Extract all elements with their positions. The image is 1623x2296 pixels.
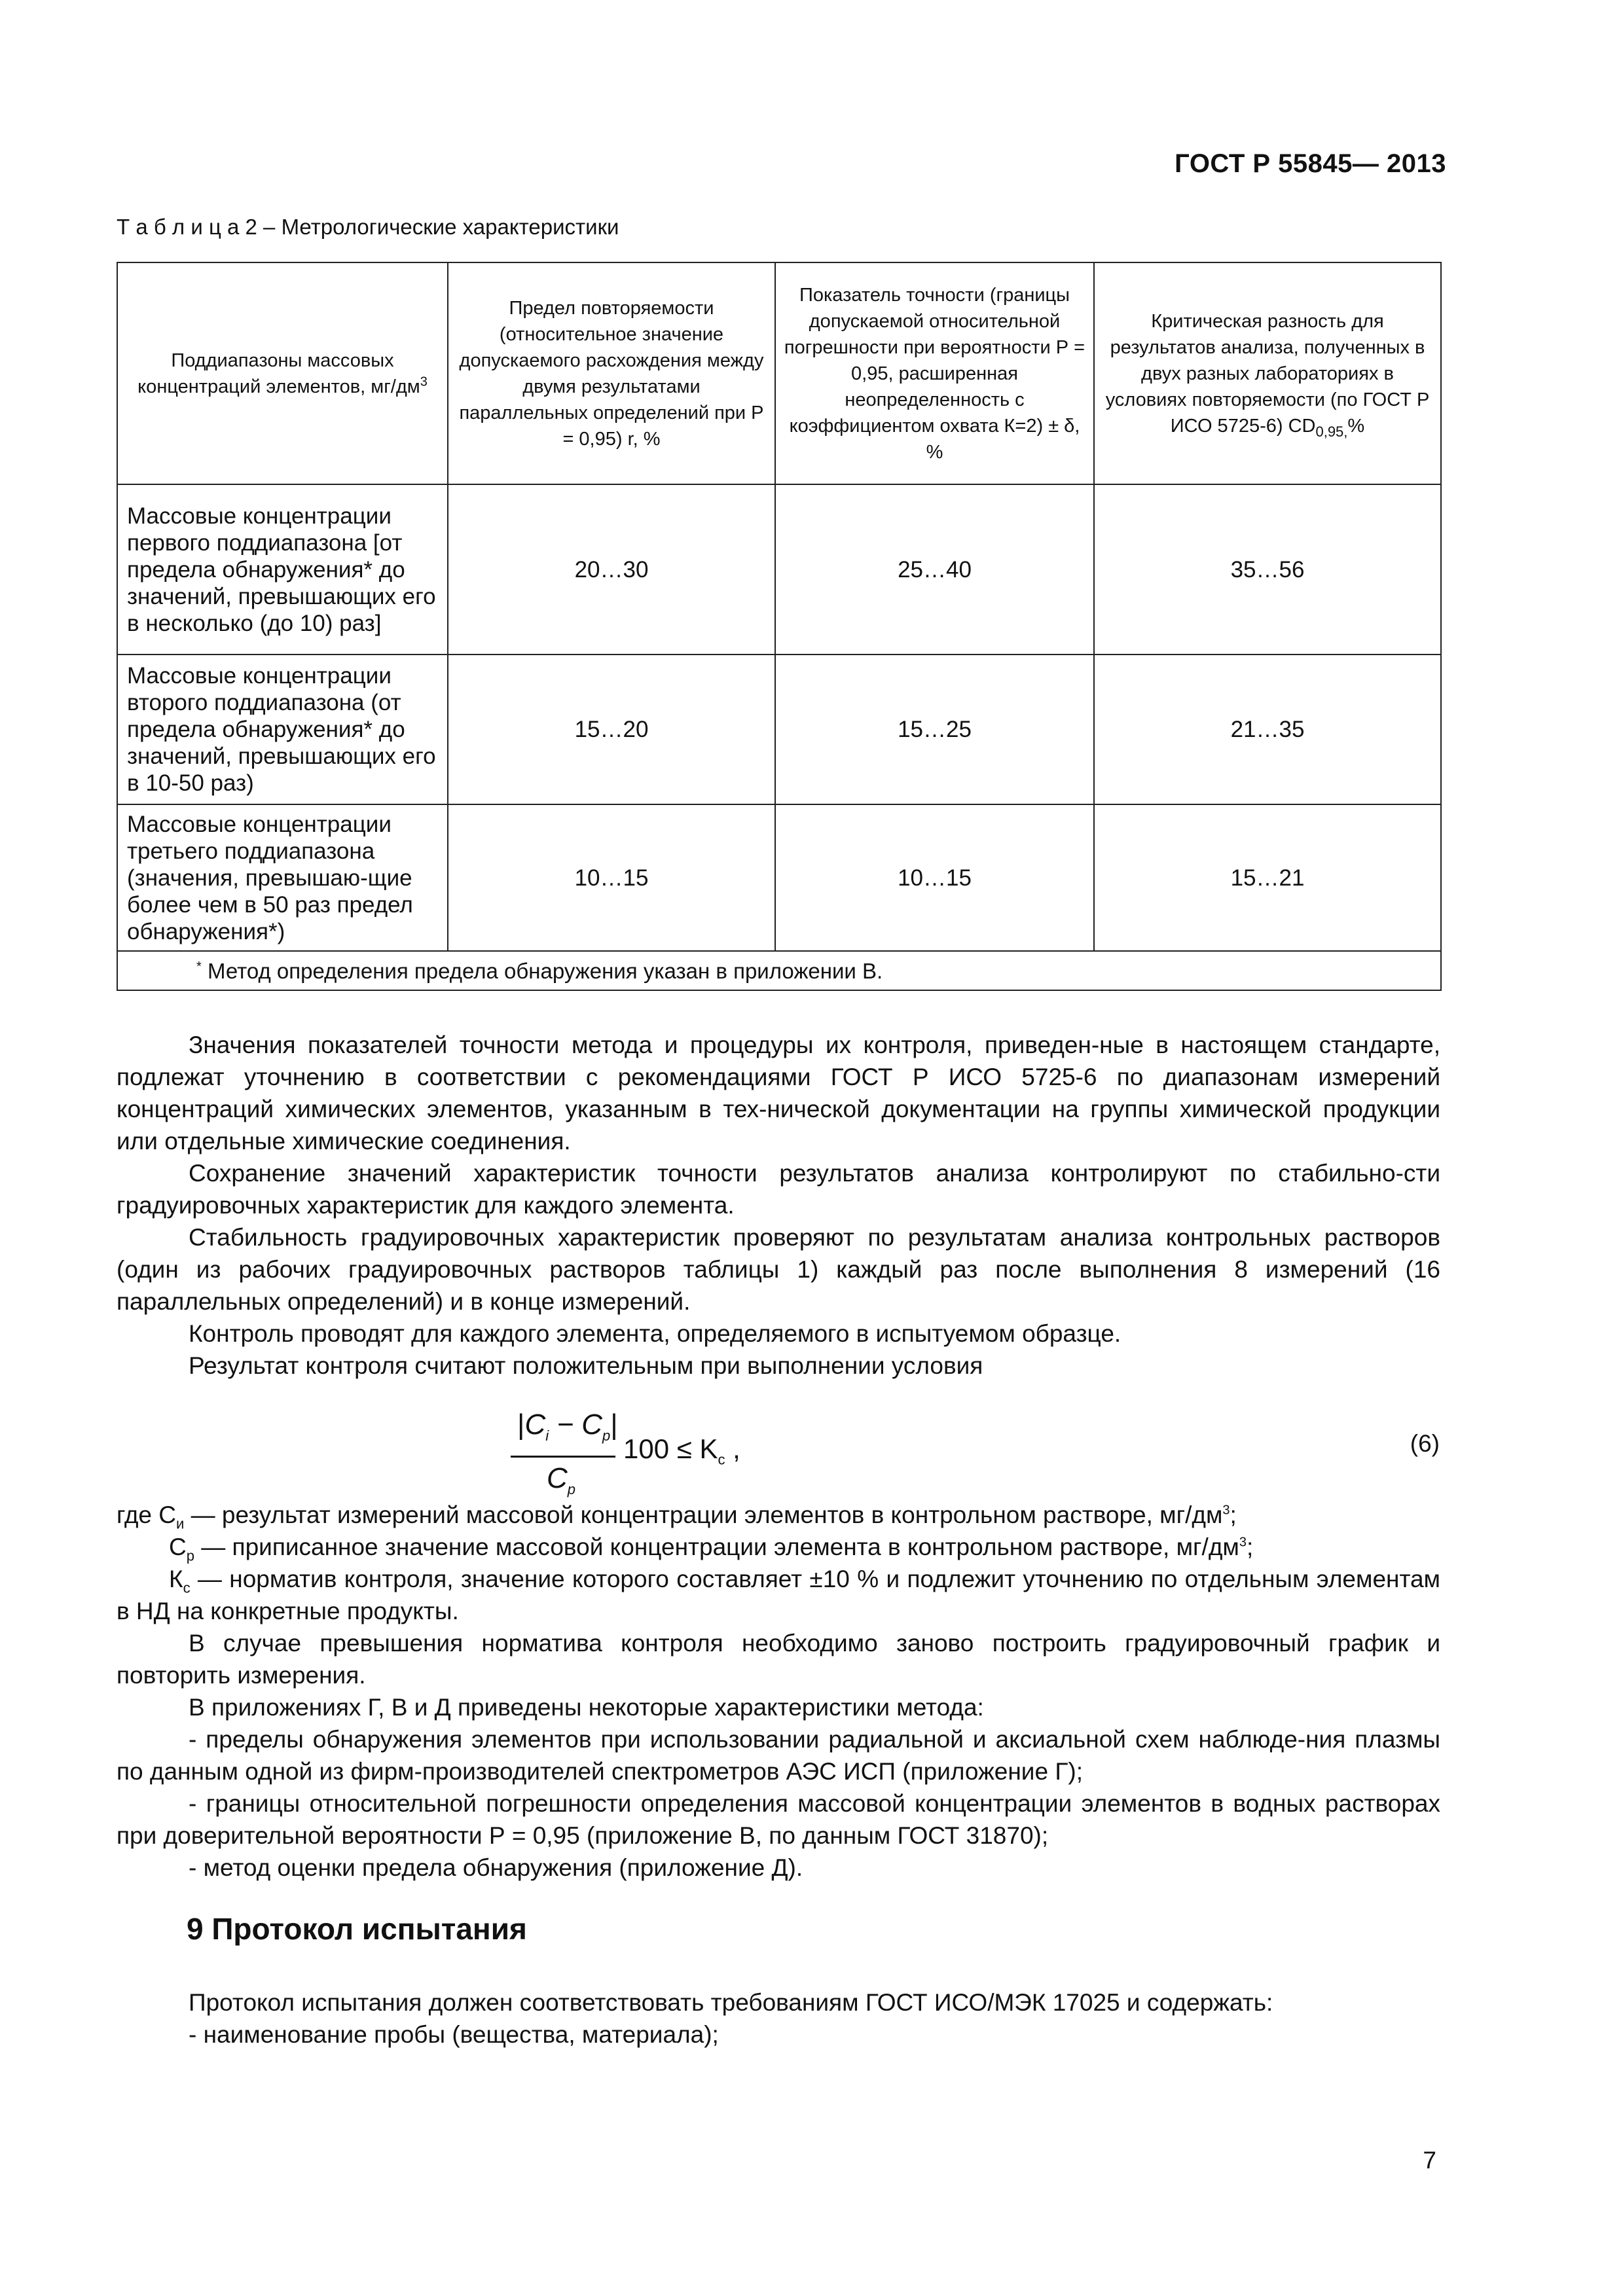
header-critical-difference: Критическая разность для результатов анализа, полученных в двух разных лабораториях в условиях повторяемости (по ГОСТ Р ИСО 5725-6) $CD_{0,95,}\%$ <box>1094 262 1441 484</box>
where-line: $К_с$ — норматив контроля, значение которого составляет ±10 % и подлежит уточнению по отдельным элементам в НД на конкретные продукты. <box>117 1566 1440 1624</box>
paragraph: В случае превышения норматива контроля необходимо заново построить градуировочный график и повторить измерения. <box>117 1630 1440 1689</box>
page-number: 7 <box>1423 2147 1436 2174</box>
paragraph: Контроль проводят для каждого элемента, определяемого в испытуемом образце. <box>189 1320 1122 1347</box>
row-description: Массовые концентрации первого поддиапазона [от предела обнаружения* до значений, превышающих его в несколько (до 10) раз] <box>117 484 448 655</box>
where-line: где $С_и$ — результат измерений массовой концентрации элементов в контрольном растворе, $мг/дм^3$; <box>117 1501 1237 1532</box>
paragraph: Стабильность градуировочных характеристик проверяют по результатам анализа контрольных растворов (один из рабочих градуировочных растворов таблицы 1) каждый раз после выполнения 8 измерений (16 параллельных определений) и в конце измерений. <box>117 1224 1440 1315</box>
row-accuracy: 15…25 <box>775 655 1094 804</box>
where-block <box>117 1499 1440 1884</box>
row-description: Массовые концентрации третьего поддиапазона (значения, превышаю-щие более чем в 50 раз предел обнаружения*) <box>117 804 448 951</box>
list-item: - метод оценки предела обнаружения (приложение Д). <box>189 1854 803 1881</box>
body-text-block <box>117 1029 1440 1382</box>
row-critical-difference: 35…56 <box>1094 484 1441 655</box>
paragraph: Сохранение значений характеристик точности результатов анализа контролируют по стабильно-сти градуировочных характеристик для каждого элемента. <box>117 1160 1440 1219</box>
row-critical-difference: 21…35 <box>1094 655 1441 804</box>
header-accuracy: Показатель точности (границы допускаемой относительной погрешности при вероятности Р = 0,95, расширенная неопределенность с коэффициентом охвата К=2) ± δ, % <box>775 262 1094 484</box>
paragraph: Значения показателей точности метода и процедуры их контроля, приведен-ные в настоящем стандарте, подлежат уточнению в соответствии с рекомендациями ГОСТ Р ИСО 5725-6 по диапазонам измерений концентраций химических элементов, указанным в тех-нической документации на группы химической продукции или отдельные химические соединения. <box>117 1031 1440 1155</box>
fraction-bar <box>511 1456 615 1458</box>
table-row <box>117 804 1441 951</box>
paragraph: В приложениях Г, В и Д приведены некоторые характеристики метода: <box>189 1694 984 1721</box>
row-critical-difference: 15…21 <box>1094 804 1441 951</box>
formula-6 <box>511 1408 838 1500</box>
paragraph: Результат контроля считают положительным при выполнении условия <box>189 1352 983 1379</box>
header-repeatability: Предел повторяемости (относительное значение допускаемого расхождения между двумя результатами параллельных определений при Р = 0,95) r, % <box>448 262 775 484</box>
table-header-row <box>117 262 1441 484</box>
list-item: - пределы обнаружения элементов при использовании радиальной и аксиальной схем наблюде-ния плазмы по данным одной из фирм-производителей спектрометров АЭС ИСП (приложение Г); <box>117 1726 1440 1785</box>
table-row <box>117 484 1441 655</box>
formula-numerator: $|C_i - C_p|$ <box>517 1408 618 1444</box>
header-subranges: Поддиапазоны массовых концентраций элементов, $мг/дм^3$ <box>117 262 448 484</box>
formula-number: (6) <box>1410 1430 1440 1457</box>
row-description: Массовые концентрации второго поддиапазона (от предела обнаружения* до значений, превышающих его в 10-50 раз) <box>117 655 448 804</box>
document-code: ГОСТ Р 55845— 2013 <box>1175 149 1446 178</box>
metrology-table <box>117 262 1442 991</box>
row-accuracy: 25…40 <box>775 484 1094 655</box>
table-footnote: * Метод определения предела обнаружения указан в приложении В. <box>117 951 1441 990</box>
row-repeatability: 15…20 <box>448 655 775 804</box>
table-footnote-row <box>117 951 1441 990</box>
table-row <box>117 655 1441 804</box>
paragraph: Протокол испытания должен соответствовать требованиям ГОСТ ИСО/МЭК 17025 и содержать: <box>189 1989 1273 2016</box>
list-item: - наименование пробы (вещества, материала); <box>189 2021 719 2048</box>
row-repeatability: 20…30 <box>448 484 775 655</box>
list-item: - границы относительной погрешности определения массовой концентрации элементов в водных растворах при доверительной вероятности Р = 0,95 (приложение В, по данным ГОСТ 31870); <box>117 1790 1440 1849</box>
table-caption: Т а б л и ц а 2 – Метрологические характеристики <box>117 215 619 239</box>
row-repeatability: 10…15 <box>448 804 775 951</box>
section-9-body <box>117 1986 1440 2051</box>
section-9-title: 9 Протокол испытания <box>187 1912 527 1946</box>
row-accuracy: 10…15 <box>775 804 1094 951</box>
where-line: $С_р$ — приписанное значение массовой концентрации элемента в контрольном растворе, $мг/дм^3$; <box>169 1534 1254 1564</box>
formula-rest: $100 \le K_c$ , <box>623 1433 740 1468</box>
formula-denominator: $C_p$ <box>547 1462 576 1498</box>
